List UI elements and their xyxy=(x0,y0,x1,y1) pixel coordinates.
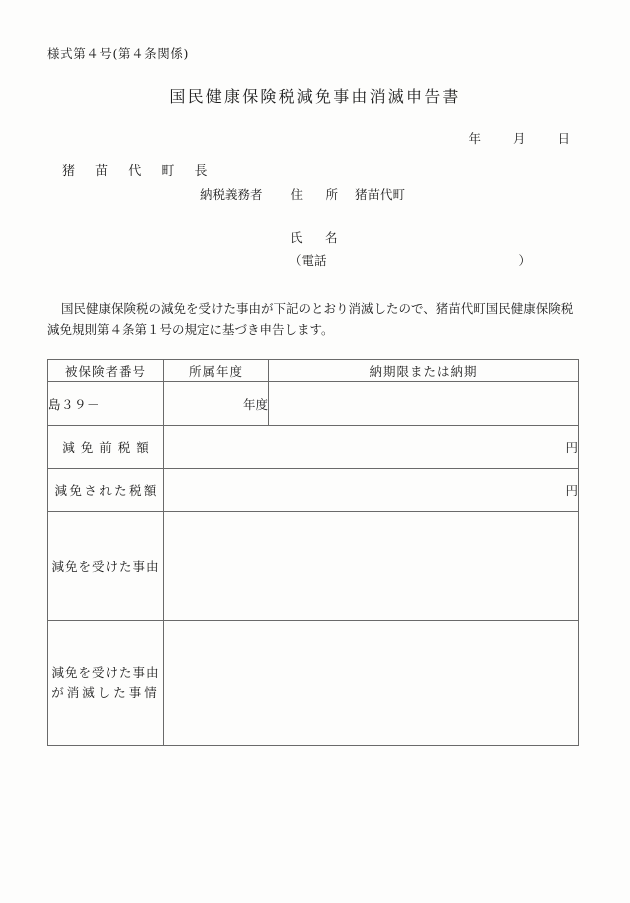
telephone-close-paren: ） xyxy=(518,253,531,268)
cell-reason-ceased-value[interactable] xyxy=(164,621,579,746)
cell-tax-reduced-value[interactable]: 円 xyxy=(164,469,579,512)
table-row xyxy=(48,621,579,746)
payer-address-label: 住 所 xyxy=(290,187,344,202)
row-label-tax-before-reduction: 減免前税額 xyxy=(48,426,164,469)
form-number: 様式第４号(第４条関係) xyxy=(47,46,189,61)
row-label-reason-ceased-line1: 減免を受けた事由 xyxy=(51,665,160,680)
date-month-label: 月 xyxy=(512,131,526,146)
table-row xyxy=(48,382,579,426)
table-row xyxy=(48,469,579,512)
addressee-line: 猪 苗 代 町 長 xyxy=(62,164,216,179)
payer-role-label: 納税義務者 xyxy=(200,187,263,202)
table-header-row xyxy=(48,360,579,382)
date-line xyxy=(0,129,570,147)
date-year-label: 年 xyxy=(468,131,481,146)
cell-insured-number[interactable]: 島３９－ xyxy=(48,382,164,426)
cell-tax-before-reduction-value[interactable]: 円 xyxy=(164,426,579,469)
table-row xyxy=(48,426,579,469)
cell-reduction-reason-value[interactable] xyxy=(164,512,579,621)
payer-name-label: 氏 名 xyxy=(290,230,343,245)
payer-address-row xyxy=(200,185,405,203)
payer-telephone-row xyxy=(289,251,531,269)
cell-fiscal-year[interactable]: 年度 xyxy=(164,382,269,426)
telephone-open-label: （電話 xyxy=(289,253,327,268)
row-label-reason-ceased xyxy=(48,621,164,746)
row-label-reduction-reason: 減免を受けた事由 xyxy=(48,512,164,621)
column-header-fiscal-year: 所属年度 xyxy=(164,360,269,382)
column-header-insured-number: 被保険者番号 xyxy=(48,360,164,382)
row-label-reason-ceased-line2: が消滅した事情 xyxy=(51,685,160,700)
cell-due-date[interactable] xyxy=(269,382,579,426)
page-title: 国民健康保険税減免事由消滅申告書 xyxy=(169,87,461,106)
date-day-label: 日 xyxy=(557,131,570,146)
body-paragraph: 国民健康保険税の減免を受けた事由が下記のとおり消滅したので、猪苗代町国民健康保険税減免規則第４条第１号の規定に基づき申告します。 xyxy=(47,301,574,337)
declaration-table xyxy=(47,359,579,746)
column-header-due-date: 納期限または納期 xyxy=(269,360,579,382)
payer-address-value: 猪苗代町 xyxy=(355,187,406,202)
row-label-tax-reduced: 減免された税額 xyxy=(48,469,164,512)
table-row xyxy=(48,512,579,621)
